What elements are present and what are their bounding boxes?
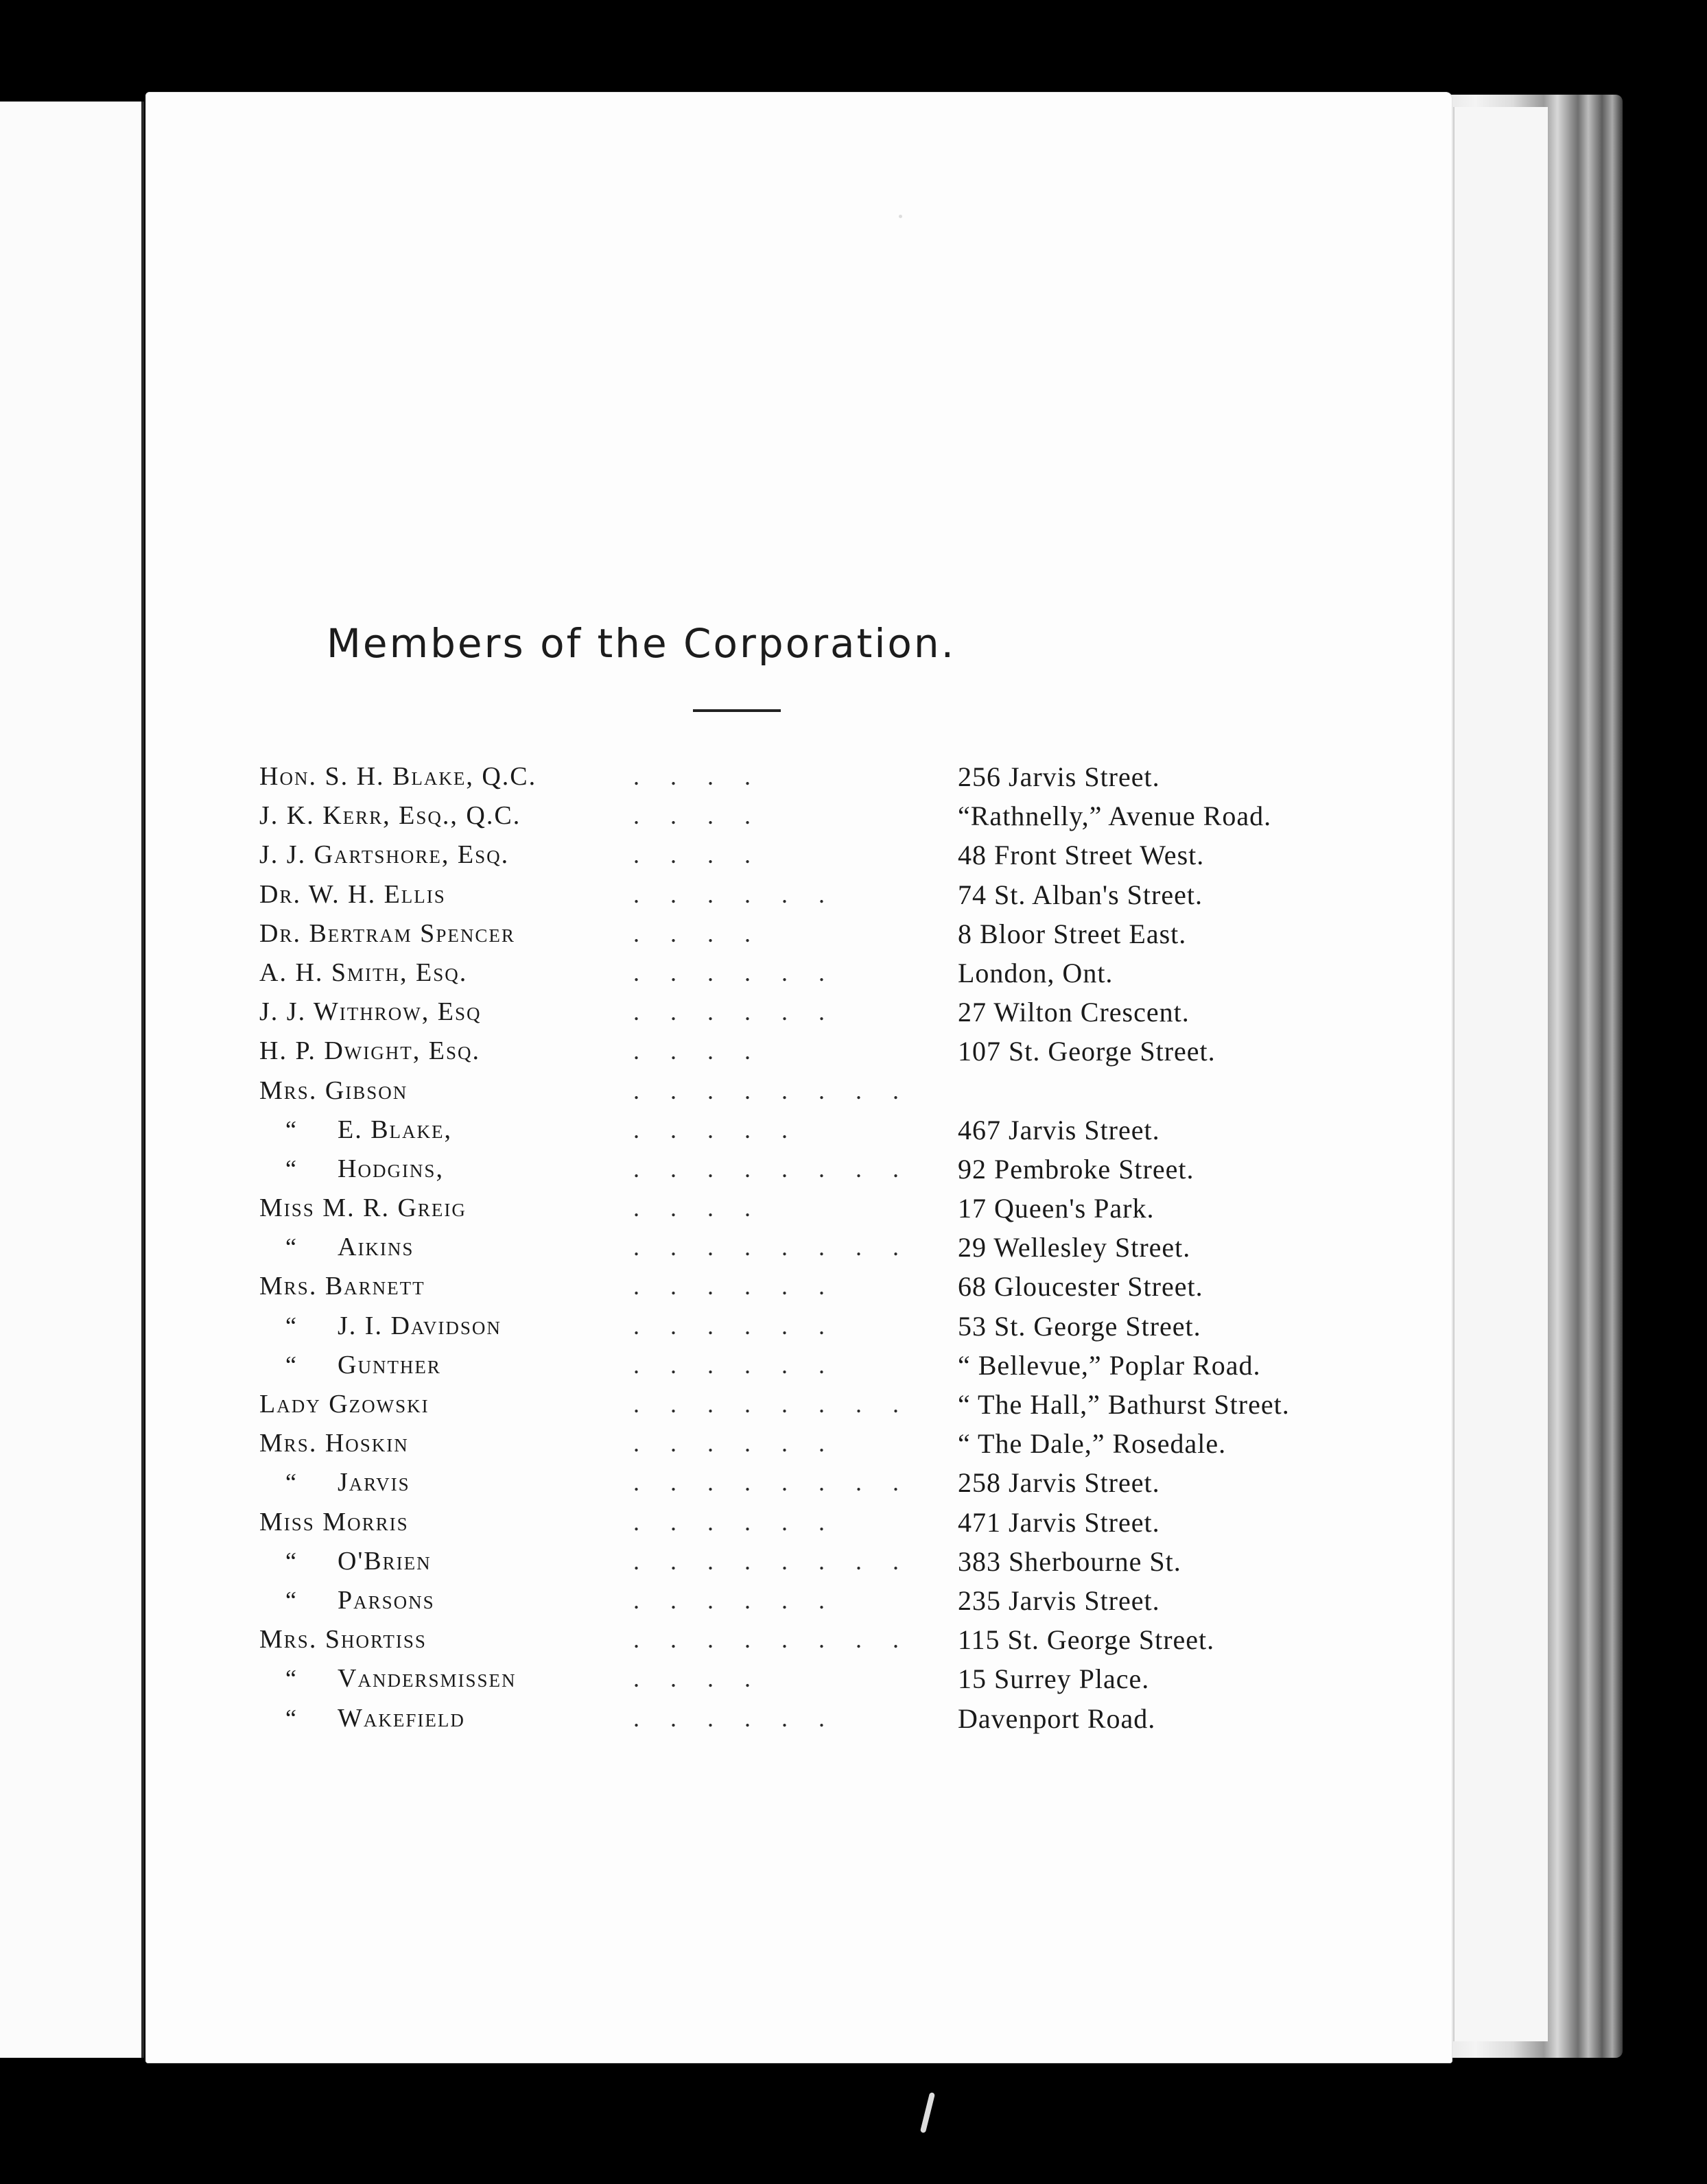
leader-dots: . . . . . . [633,958,837,986]
leader-dots: . . . . . . . . [633,1154,911,1183]
ditto-mark: “ [285,1311,298,1340]
member-name-text: Miss Morris [259,1507,409,1536]
ditto-mark: “ [285,1704,298,1732]
member-address: 258 Jarvis Street. [958,1467,1160,1499]
member-address: 53 St. George Street. [958,1310,1201,1342]
member-name-text: J. J. Gartshore, Esq. [259,840,510,870]
member-name [285,1307,502,1346]
leader-dots: . . . . . . [633,1704,837,1732]
member-name-text: Mrs. Barnett [259,1272,425,1301]
leader-dots: . . . . [633,1665,763,1693]
member-name [259,1503,409,1542]
page-title: Members of the Corporation. [326,620,956,667]
leader-dots: . . . . . . [633,1272,837,1301]
member-name-text: Mrs. Shortiss [259,1625,427,1654]
member-address: “Rathnelly,” Avenue Road. [958,800,1272,832]
member-row [259,953,1426,993]
leader-dots: . . . . [633,841,763,869]
member-name [285,1346,441,1385]
member-row [259,1620,1426,1659]
member-row [259,914,1426,953]
ditto-mark: “ [285,1351,298,1379]
member-name [259,757,537,796]
member-name [285,1111,452,1150]
member-row [259,1542,1426,1581]
member-address: 48 Front Street West. [958,840,1205,871]
member-name-text: J. I. Davidson [338,1311,502,1340]
leader-dots: . . . . . . [633,880,837,908]
member-name-text: H. P. Dwight, Esq. [259,1036,480,1066]
member-address: 115 St. George Street. [958,1624,1215,1656]
member-row [259,1581,1426,1620]
member-row [259,757,1426,796]
member-name-text: Parsons [338,1585,435,1615]
ditto-mark: “ [285,1469,298,1497]
member-name [259,1189,467,1228]
member-address: 27 Wilton Crescent. [958,997,1190,1028]
member-address: 17 Queen's Park. [958,1193,1155,1224]
leader-dots: . . . . . . [633,1586,837,1614]
leader-dots: . . . . . . [633,1351,837,1379]
member-name-text: Gunther [338,1350,441,1379]
leader-dots: . . . . [633,919,763,947]
member-row [259,1424,1426,1463]
member-name [285,1463,410,1502]
member-name-text: Miss M. R. Greig [259,1194,467,1223]
leader-dots: . . . . . . [633,998,837,1026]
member-name-text: Vandersmissen [338,1664,517,1694]
member-name-text: Mrs. Gibson [259,1076,408,1105]
member-name [285,1581,435,1620]
member-row [259,1307,1426,1346]
leader-dots: . . . . . . . . [633,1469,911,1497]
member-name [259,875,446,914]
member-name [285,1228,414,1267]
leader-dots: . . . . . . [633,1311,837,1340]
title-rule [693,709,781,712]
member-name [259,993,481,1032]
member-name [259,835,509,875]
member-name [259,1620,427,1659]
member-name-text: Mrs. Hoskin [259,1429,409,1458]
leader-dots: . . . . . [633,1115,800,1143]
leader-dots: . . . . [633,1194,763,1222]
member-name-text: O'Brien [338,1546,432,1576]
member-name-text: Hodgins, [338,1154,444,1183]
member-name [285,1659,516,1698]
member-address: 467 Jarvis Street. [958,1114,1160,1146]
member-name-text: E. Blake, [338,1115,453,1144]
member-address: 74 St. Alban's Street. [958,879,1203,910]
member-address: “ The Dale,” Rosedale. [958,1428,1227,1460]
member-row [259,875,1426,914]
member-row [259,1111,1426,1150]
member-address: 471 Jarvis Street. [958,1506,1160,1538]
member-row [259,1346,1426,1385]
member-name [259,953,467,993]
member-name [259,1071,408,1111]
leader-dots: . . . . [633,763,763,790]
member-name [259,1032,480,1071]
member-name-text: Dr. Bertram Spencer [259,918,515,948]
member-address: Davenport Road. [958,1702,1156,1734]
member-row [259,1503,1426,1542]
member-name-text: Lady Gzowski [259,1390,429,1419]
member-address: 15 Surrey Place. [958,1663,1150,1695]
member-name [285,1542,432,1581]
member-row [259,1032,1426,1071]
member-address: “ The Hall,” Bathurst Street. [958,1389,1290,1420]
previous-page-edge [0,102,144,2058]
page-stack-inner [1453,107,1548,2041]
ditto-mark: “ [285,1547,298,1575]
member-row [259,1150,1426,1189]
member-name [259,1424,409,1463]
member-row [259,993,1426,1032]
member-name-text: J. J. Withrow, Esq [259,997,482,1027]
member-row [259,1228,1426,1267]
member-name-text: Dr. W. H. Ellis [259,879,446,909]
member-name-text: A. H. Smith, Esq. [259,958,468,987]
member-row [259,1659,1426,1698]
member-name-text: Hon. S. H. Blake, Q.C. [259,762,537,791]
member-name [285,1150,444,1189]
dust-speck [899,215,902,218]
ditto-mark: “ [285,1233,298,1261]
ditto-mark: “ [285,1586,298,1614]
member-row [259,1189,1426,1228]
leader-dots: . . . . . . [633,1508,837,1536]
member-name-text: J. K. Kerr, Esq., Q.C. [259,801,521,831]
leader-dots: . . . . . . [633,1429,837,1458]
leader-dots: . . . . . . . . [633,1233,911,1261]
member-address: 383 Sherbourne St. [958,1545,1181,1577]
member-row [259,1071,1426,1111]
member-row [259,835,1426,875]
member-address: 8 Bloor Street East. [958,918,1187,949]
member-address: 68 Gloucester Street. [958,1271,1203,1303]
leader-dots: . . . . [633,802,763,830]
member-name [259,1267,425,1306]
member-name [259,1385,429,1424]
leader-dots: . . . . . . . . [633,1626,911,1654]
member-address: 235 Jarvis Street. [958,1584,1160,1616]
member-name-text: Jarvis [338,1468,410,1497]
member-row [259,1267,1426,1306]
member-address: “ Bellevue,” Poplar Road. [958,1349,1261,1381]
leader-dots: . . . . . . . . [633,1076,911,1104]
member-name-text: Aikins [338,1233,414,1262]
member-row [259,796,1426,835]
member-address: 107 St. George Street. [958,1036,1216,1067]
member-address: 92 Pembroke Street. [958,1153,1194,1185]
member-address: London, Ont. [958,957,1114,988]
member-row [259,1385,1426,1424]
leader-dots: . . . . . . . . [633,1547,911,1575]
book-page [145,92,1452,2063]
members-list [259,757,1426,1738]
ditto-mark: “ [285,1154,298,1183]
member-name-text: Wakefield [338,1703,465,1733]
member-name [259,914,515,953]
leader-dots: . . . . [633,1037,763,1065]
member-address: 256 Jarvis Street. [958,761,1160,792]
member-address: 29 Wellesley Street. [958,1232,1191,1263]
ditto-mark: “ [285,1115,298,1143]
member-row [259,1699,1426,1738]
member-row [259,1463,1426,1502]
member-name [259,796,521,835]
dust-mark [920,2092,935,2133]
ditto-mark: “ [285,1665,298,1693]
member-name [285,1699,465,1738]
leader-dots: . . . . . . . . [633,1390,911,1418]
